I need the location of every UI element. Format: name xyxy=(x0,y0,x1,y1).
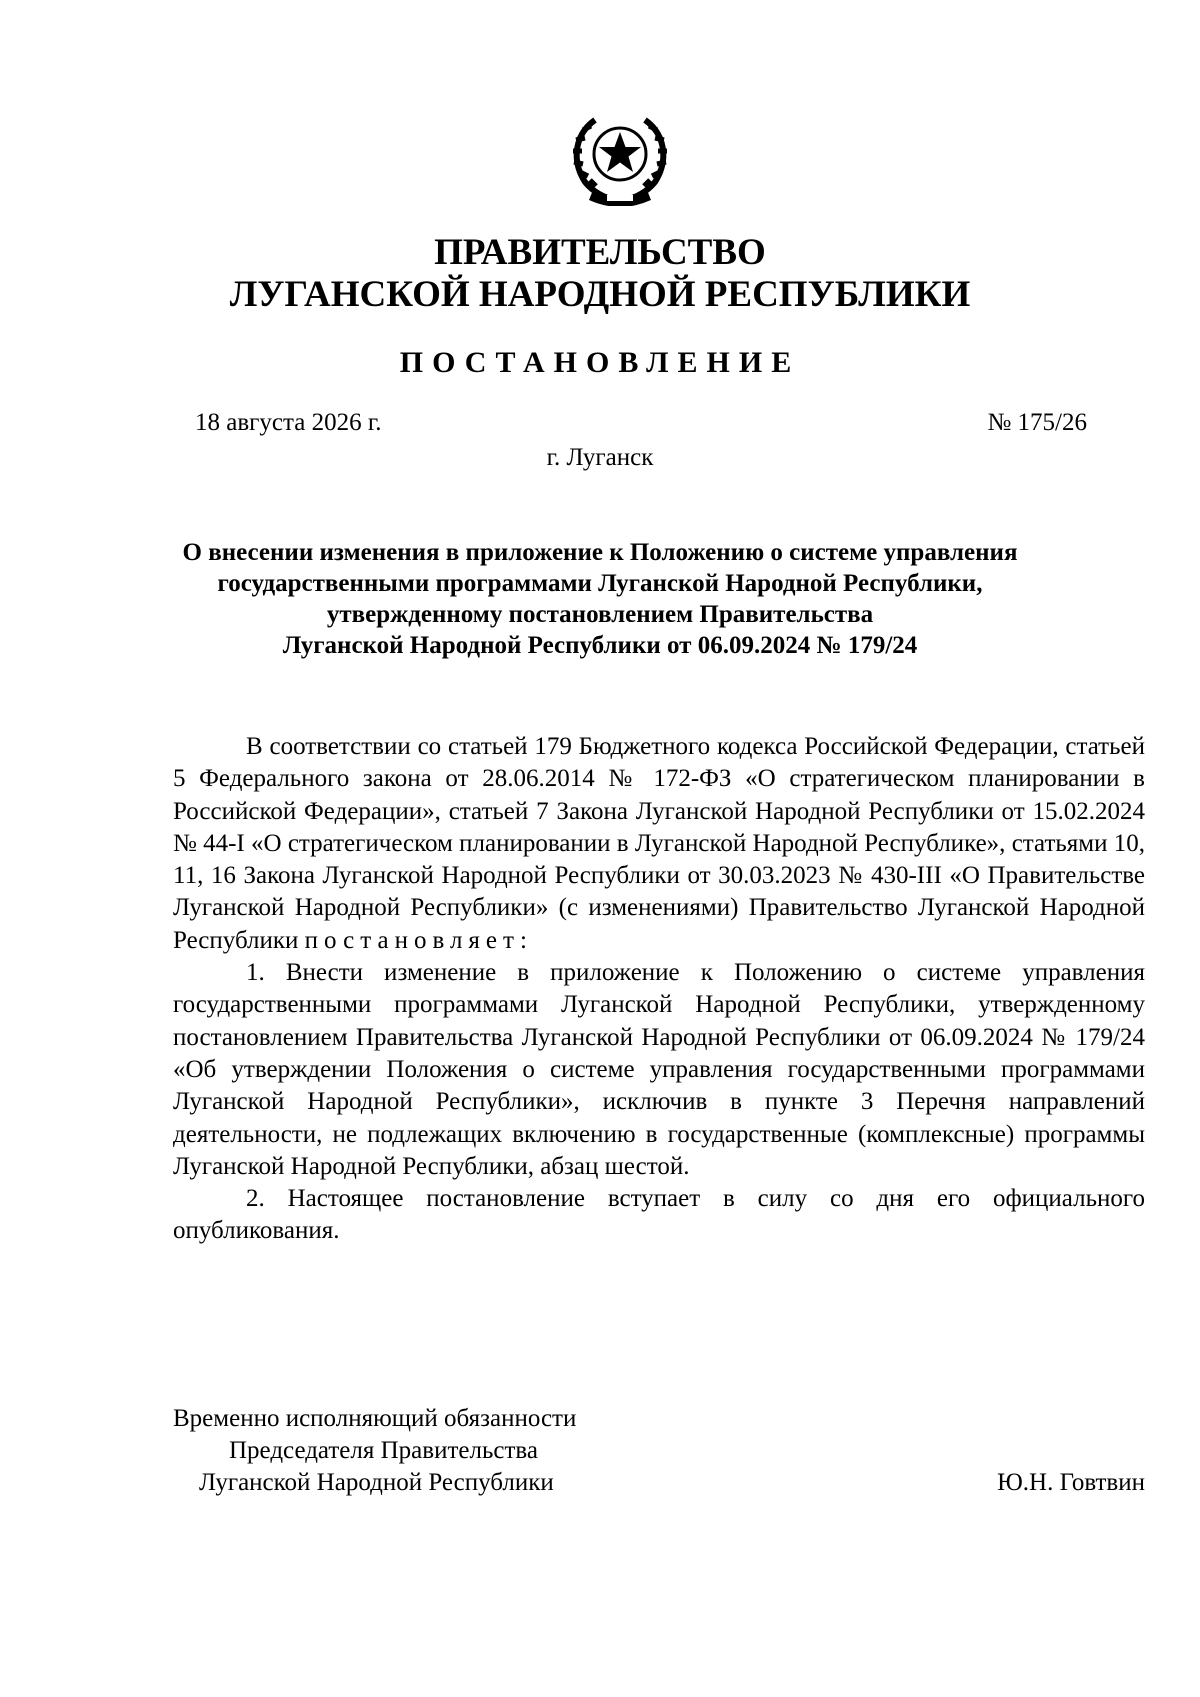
header-line-1: ПРАВИТЕЛЬСТВО xyxy=(434,232,766,273)
preamble-action: постановляет: xyxy=(304,926,533,954)
title-line-2: государственными программами Луганской Народной Республики, xyxy=(217,570,983,597)
government-header xyxy=(0,232,1200,316)
document-city: г. Луганск xyxy=(546,444,654,471)
title-line-3: утвержденному постановлением Правительства xyxy=(326,601,874,628)
document-number: № 175/26 xyxy=(987,409,1087,436)
signature-line-1: Временно исполняющий обязанности xyxy=(173,1405,577,1432)
title-line-4: Луганской Народной Республики от 06.09.2024 № 179/24 xyxy=(282,632,918,659)
signature-block xyxy=(173,1403,576,1499)
body-paragraph-2: 2. Настоящее постановление вступает в силу со дня его официального опубликования. xyxy=(173,1185,1145,1245)
preamble-text: В соответствии со статьей 179 Бюджетного кодекса Российской Федерации, статьей 5 Федерального закона от 28.06.2014 № 172-ФЗ «О стратегическом планировании в Российской Федерации», статьей 7 Закона Луганской Народной Республики от 15.02.2024 № 44-I «О стратегическом планировании в Луганской Народной Республике», статьями 10, 11, 16 Закона Луганской Народной Республики от 30.03.2023 № 430-III «О Правительстве Луганской Народной Республики» (с изменениями) Правительство Луганской Народной Республики xyxy=(173,733,1145,954)
document-title xyxy=(150,537,1050,661)
body-paragraph-1: 1. Внести изменение в приложение к Положению о системе управления государственными программами Луганской Народной Республики, утвержденному постановлением Правительства Луганской Народной Республики от 06.09.2024 № 179/24 «Об утверждении Положения о системе управления государственными программами Луганской Народной Республики», исключив в пункте 3 Перечня направлений деятельности, не подлежащих включению в государственные (комплексные) программы Луганской Народной Республики, абзац шестой. xyxy=(173,959,1145,1180)
document-date: 18 августа 2026 г. xyxy=(195,409,382,436)
title-line-1: О внесении изменения в приложение к Положению о системе управления xyxy=(182,539,1018,566)
signature-line-3: Луганской Народной Республики xyxy=(199,1469,554,1496)
document-body xyxy=(173,731,1145,1248)
document-type: ПОСТАНОВЛЕНИЕ xyxy=(399,346,801,379)
header-line-2: ЛУГАНСКОЙ НАРОДНОЙ РЕСПУБЛИКИ xyxy=(229,274,971,315)
coat-of-arms-icon xyxy=(565,112,675,206)
signer-name: Ю.Н. Говтвин xyxy=(997,1469,1145,1496)
signature-line-2: Председателя Правительства xyxy=(229,1437,538,1464)
body-paragraph-preamble xyxy=(173,731,1145,957)
